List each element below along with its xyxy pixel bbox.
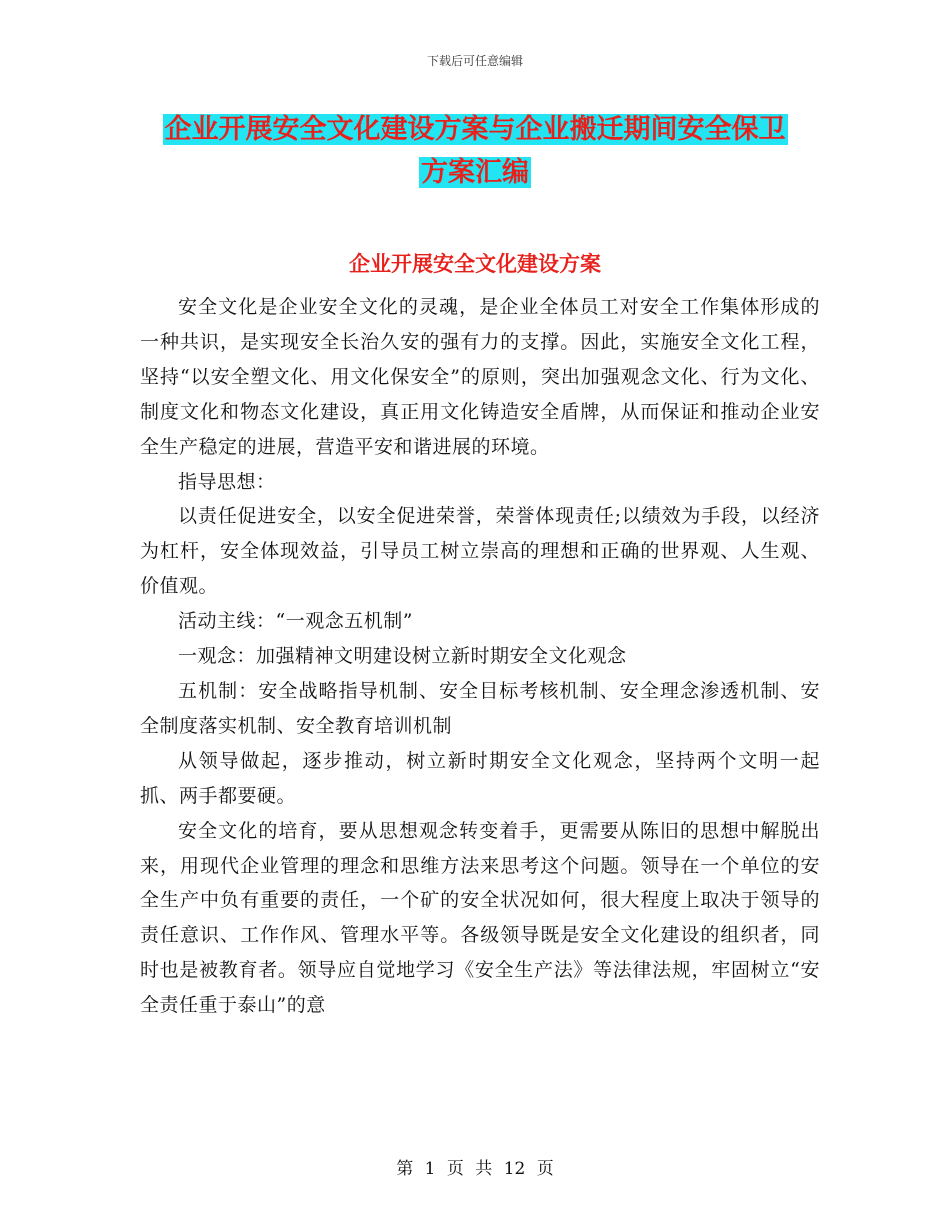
paragraph-intro: 安全文化是企业安全文化的灵魂，是企业全体员工对安全工作集体形成的一种共识，是实现安全长治久安的强有力的支撑。因此，实施安全文化工程，坚持“以安全塑文化、用文化保安全”的原则，突出加强观念文化、行为文化、制度文化和物态文化建设，真正用文化铸造安全盾牌，从而保证和推动企业安全生产稳定的进展，营造平安和谐进展的环境。	[140, 296, 820, 458]
paragraph-five-mechanisms: 五机制：安全战略指导机制、安全目标考核机制、安全理念渗透机制、安全制度落实机制、安全教育培训机制	[140, 679, 820, 737]
section-title: 企业开展安全文化建设方案	[349, 252, 601, 276]
page-header-note: 下载后可任意编辑	[426, 54, 523, 68]
paragraph-cultivation: 安全文化的培育，要从思想观念转变着手，更需要从陈旧的思想中解脱出来，用现代企业管理的理念和思维方法来思考这个问题。领导在一个单位的安全生产中负有重要的责任，一个矿的安全状况如何，很大程度上取决于领导的责任意识、工作作风、管理水平等。各级领导既是安全文化建设的组织者，同时也是被教育者。领导应自觉地学习《安全生产法》等法律法规，牢固树立“安全责任重于泰山”的意	[140, 819, 820, 1017]
paragraph-guiding-content: 以责任促进安全，以安全促进荣誉，荣誉体现责任;以绩效为手段，以经济为杠杆，安全体现效益，引导员工树立崇高的理想和正确的世界观、人生观、价值观。	[140, 505, 820, 598]
paragraph-guiding-heading: 指导思想：	[178, 470, 276, 493]
document-title	[150, 108, 800, 194]
document-body	[140, 290, 820, 1023]
paragraph-leadership: 从领导做起，逐步推动，树立新时期安全文化观念，坚持两个文明一起抓、两手都要硬。	[140, 749, 820, 807]
page-number-footer: 第 1 页 共 12 页	[396, 1159, 554, 1179]
paragraph-one-concept: 一观念：加强精神文明建设树立新时期安全文化观念	[178, 645, 627, 668]
document-title-line-2: 方案汇编	[421, 157, 529, 188]
document-title-line-1: 企业开展安全文化建设方案与企业搬迁期间安全保卫	[164, 114, 786, 145]
paragraph-main-line: 活动主线：“一观念五机制”	[178, 610, 413, 633]
